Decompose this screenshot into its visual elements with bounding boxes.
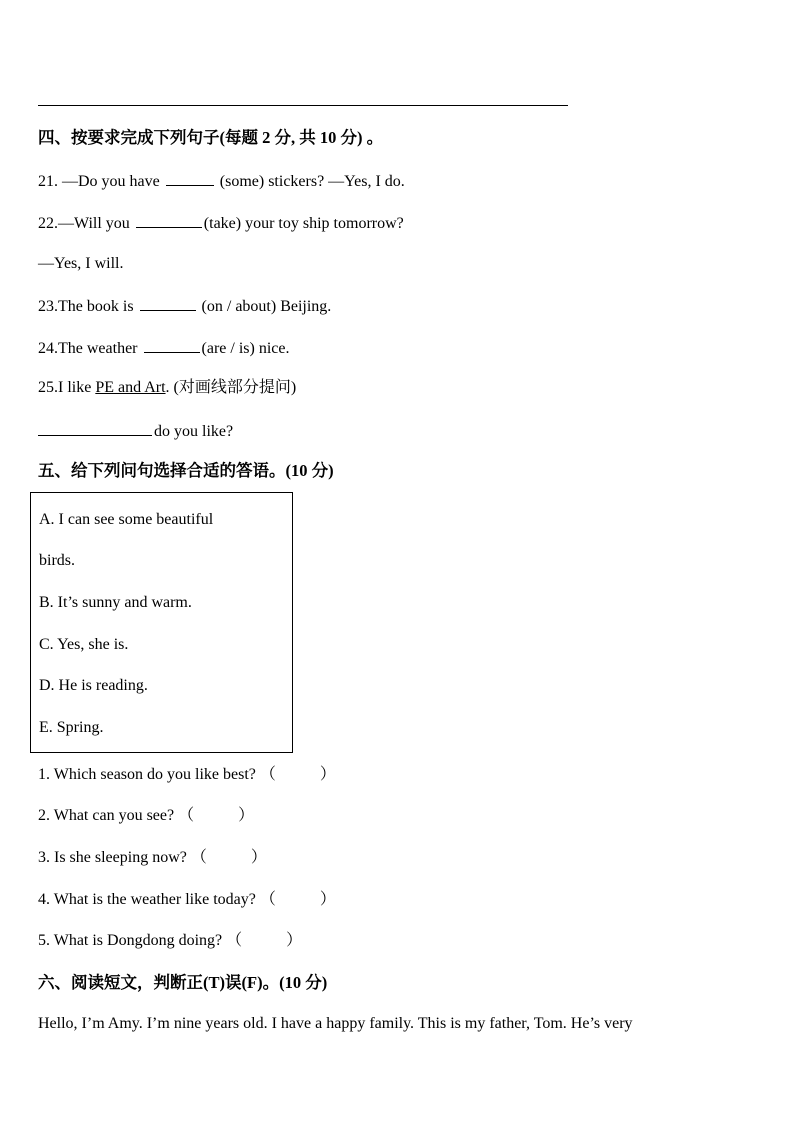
matching-question-2: [38, 806, 254, 826]
matching-question-4: [38, 890, 336, 910]
mq1-text: 1. Which season do you like best?: [38, 766, 256, 783]
mq3-text: 3. Is she sleeping now?: [38, 849, 187, 866]
option-d: D. He is reading.: [39, 677, 148, 694]
option-e: E. Spring.: [39, 719, 104, 736]
q23-text-pre: The book is: [58, 298, 138, 315]
q22-number: 22.: [38, 215, 58, 232]
q22-answer: —Yes, I will.: [38, 255, 124, 272]
q22-text-pre: —Will you: [58, 215, 134, 232]
q25-text-pre: I like: [58, 379, 96, 396]
q24-text-pre: The weather: [58, 340, 142, 357]
q23-number: 23.: [38, 298, 58, 315]
q25-text-post: . (对画线部分提问): [165, 379, 297, 396]
mq5-answer-bracket[interactable]: （ ）: [226, 932, 303, 949]
mq4-answer-bracket[interactable]: （ ）: [259, 891, 336, 908]
q25-line2-text: do you like?: [154, 423, 234, 440]
q23-text-post: (on / about) Beijing.: [197, 298, 332, 315]
option-c: C. Yes, she is.: [39, 636, 129, 653]
mq5-text: 5. What is Dongdong doing?: [38, 932, 223, 949]
question-24: [38, 337, 289, 359]
q25-underlined-phrase: PE and Art: [95, 379, 166, 396]
question-21: [38, 170, 405, 192]
section5-heading: 五、给下列问句选择合适的答语。(10 分): [38, 461, 334, 480]
top-divider: [38, 105, 568, 106]
option-b: B. It’s sunny and warm.: [39, 594, 192, 611]
q21-text-post: (some) stickers? —Yes, I do.: [215, 173, 405, 190]
answer-options-box: [30, 492, 293, 753]
q21-number: 21.: [38, 173, 58, 190]
matching-question-5: [38, 931, 302, 951]
question-22: [38, 212, 404, 234]
option-a: A. I can see some beautiful: [39, 511, 214, 528]
option-a-cont: birds.: [39, 552, 75, 569]
reading-passage: Hello, I’m Amy. I’m nine years old. I have a happy family. This is my father, Tom. He’s very: [38, 1015, 633, 1032]
mq2-answer-bracket[interactable]: （ ）: [178, 807, 255, 824]
mq4-text: 4. What is the weather like today?: [38, 891, 256, 908]
q24-text-post: (are / is) nice.: [201, 340, 290, 357]
q25-blank[interactable]: [38, 420, 152, 436]
section6-heading: 六、阅读短文，判断正(T)误(F)。(10 分): [38, 973, 328, 992]
mq3-answer-bracket[interactable]: （ ）: [190, 849, 267, 866]
question-25: [38, 378, 296, 398]
q25-line2: [38, 420, 233, 442]
mq1-answer-bracket[interactable]: （ ）: [259, 766, 336, 783]
q24-blank[interactable]: [144, 337, 200, 353]
matching-question-1: [38, 765, 336, 785]
q21-text-pre: —Do you have: [58, 173, 164, 190]
q22-text-post: (take) your toy ship tomorrow?: [203, 215, 404, 232]
q23-blank[interactable]: [140, 295, 196, 311]
q22-blank[interactable]: [136, 212, 202, 228]
section4-heading: 四、按要求完成下列句子(每题 2 分, 共 10 分) 。: [38, 128, 384, 147]
q21-blank[interactable]: [166, 170, 214, 186]
matching-question-3: [38, 848, 267, 868]
q25-number: 25.: [38, 379, 58, 396]
question-23: [38, 295, 331, 317]
mq2-text: 2. What can you see?: [38, 807, 175, 824]
q24-number: 24.: [38, 340, 58, 357]
